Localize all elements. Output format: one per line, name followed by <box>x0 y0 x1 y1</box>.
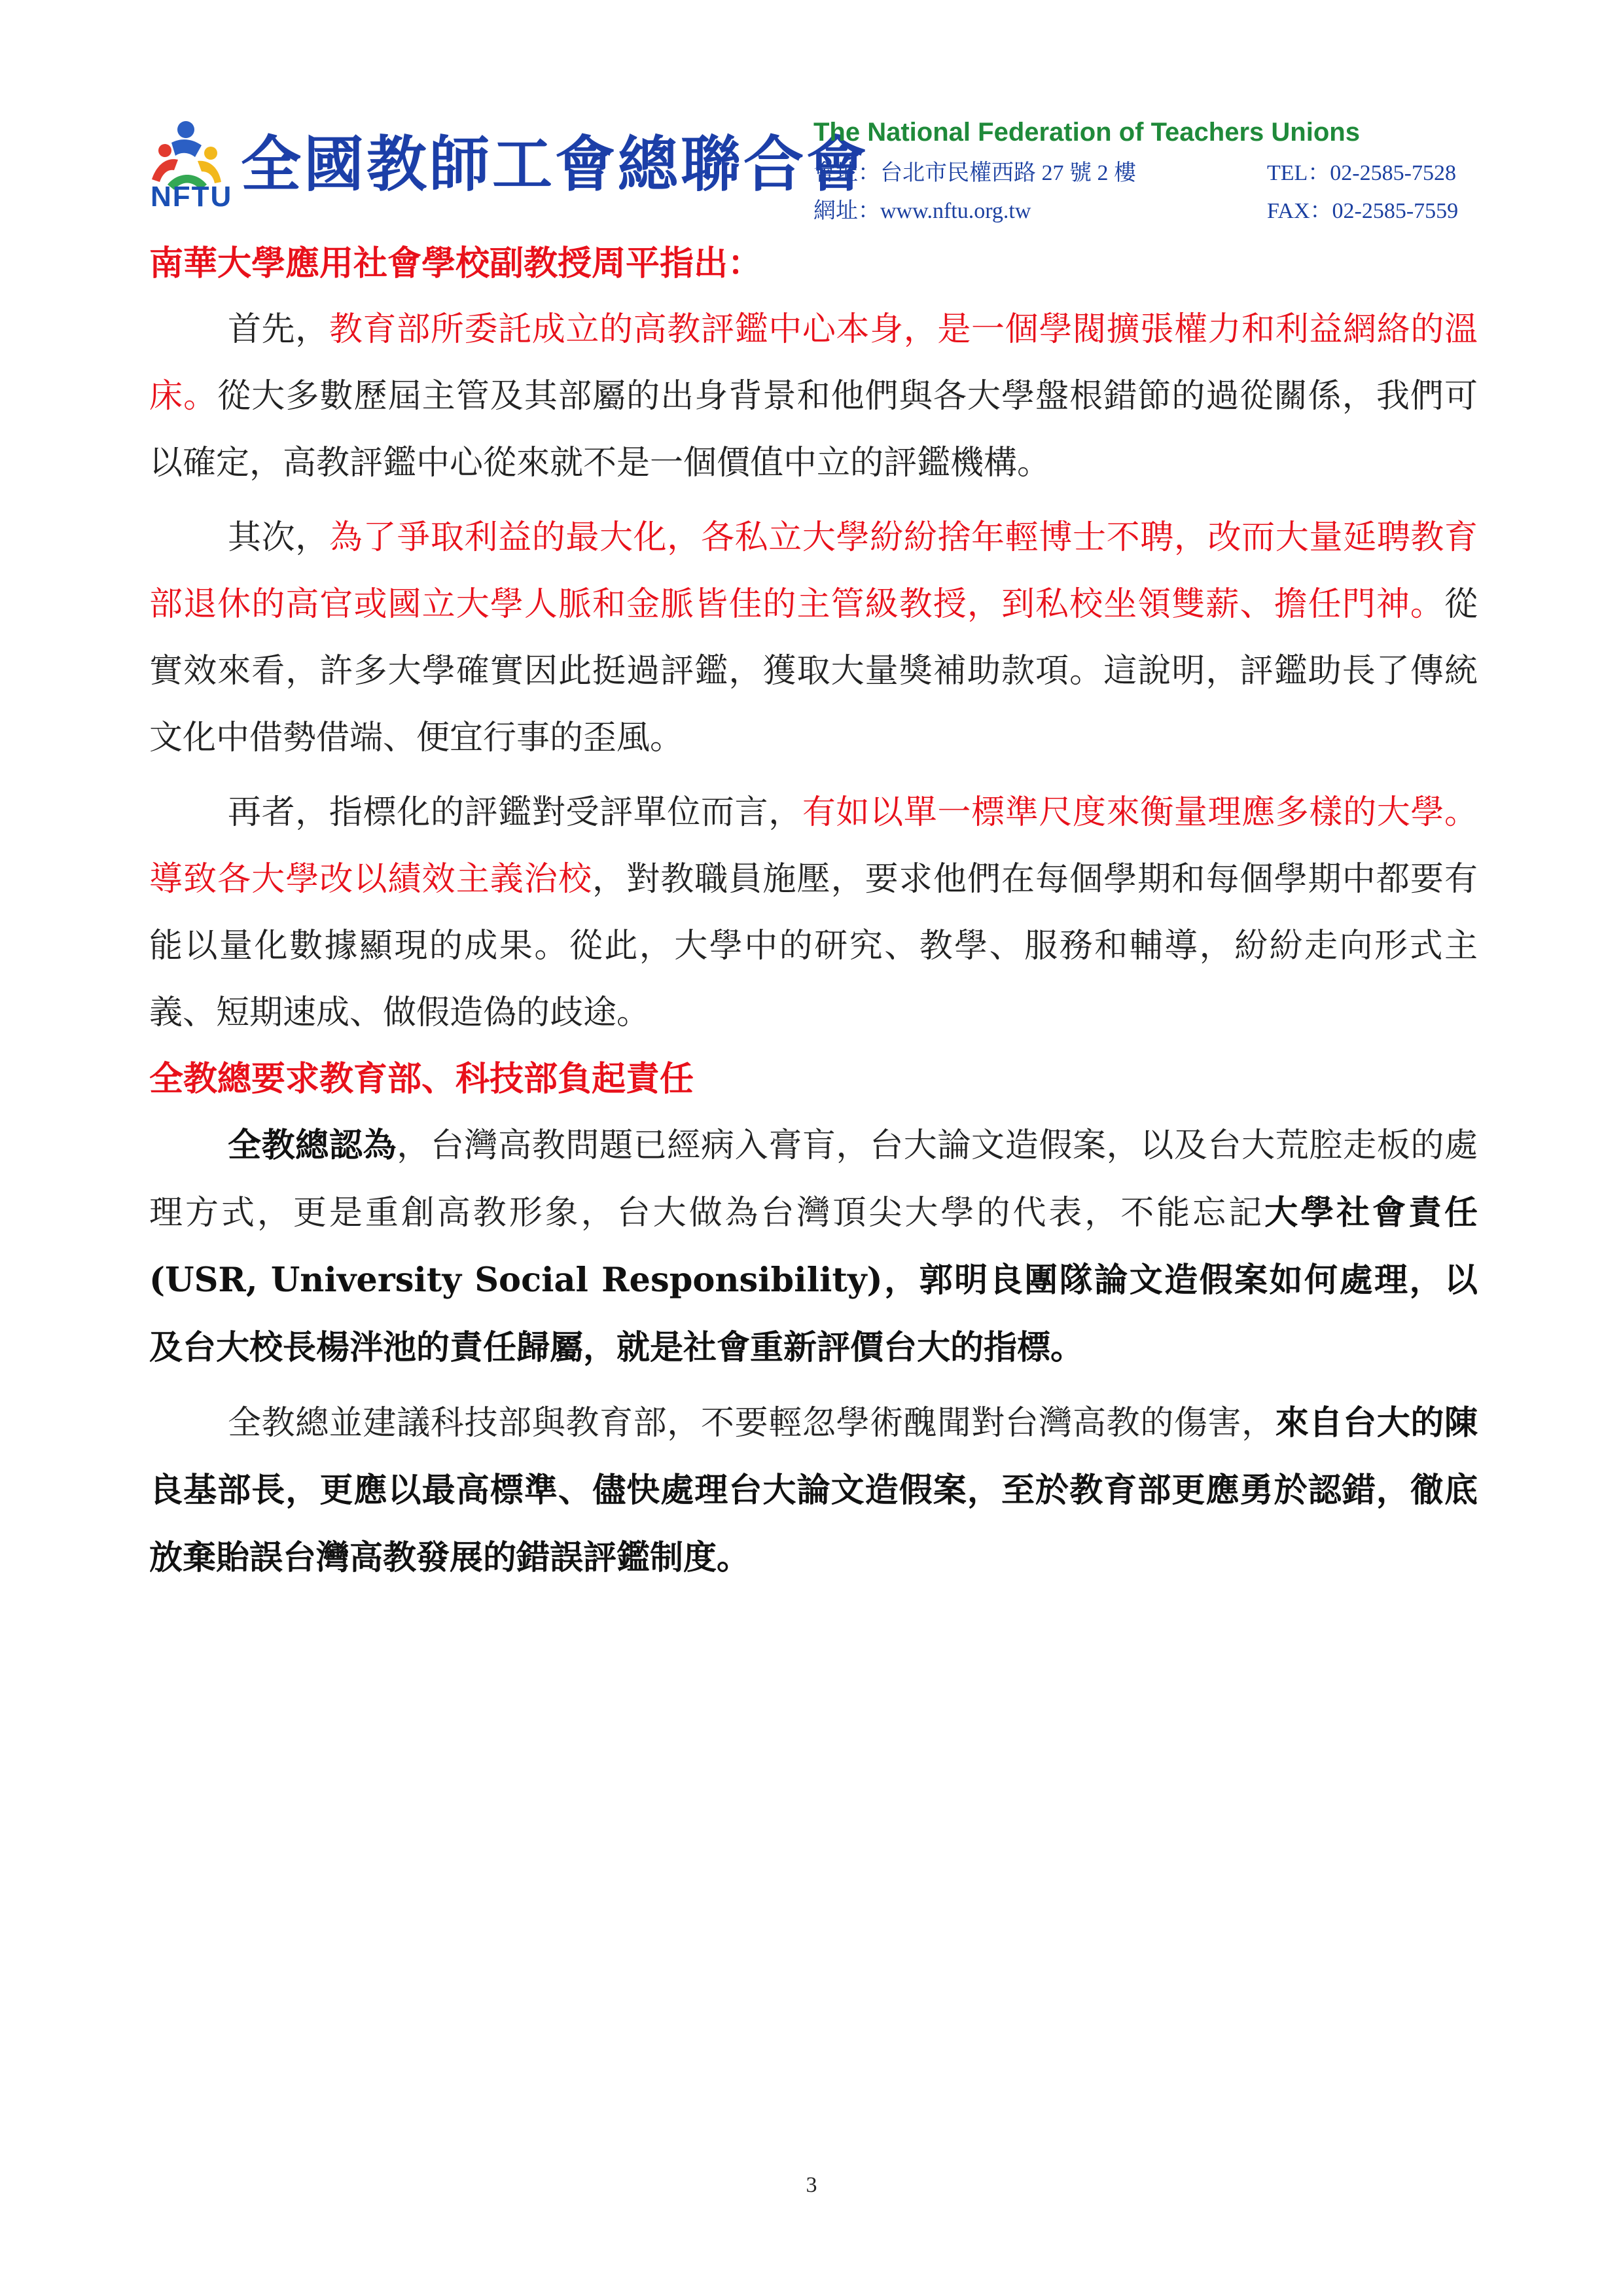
paragraph-5-bold-rest: 來自台大的陳良基部長，更應以最高標準、儘快處理台大論文造假案，至於教育部更應勇於認錯，徹底放棄貽誤台灣高教發展的錯誤評鑑制度。 <box>149 1403 1478 1577</box>
telephone-line: TEL：02-2585-7528 <box>1267 161 1456 185</box>
fax-line: FAX：02-2585-7559 <box>1267 199 1459 223</box>
paragraph-3-lead: 再者，指標化的評鑑對受評單位而言， <box>228 793 802 832</box>
paragraph-5-lead: 全教總並建議科技部與教育部，不要輕忽學術醜聞對台灣高教的傷害， <box>228 1404 1275 1443</box>
page-number: 3 <box>806 2173 817 2197</box>
paragraph-4-middle: ，台灣高教問題已經病入膏肓，台大論文造假案，以及台大荒腔走板的處理方式，更是重創高教形象，台大做為台灣頂尖大學的代表，不能忘記 <box>149 1126 1478 1232</box>
paragraph-3 <box>149 780 1478 1047</box>
organization-name-chinese: 全國教師工會總聯合會 <box>241 129 870 200</box>
paragraph-2-lead: 其次， <box>228 518 329 557</box>
paragraph-2-highlight: 為了爭取利益的最大化，各私立大學紛紛捨年輕博士不聘，改而大量延聘教育部退休的高官或國立大學人脈和金脈皆佳的主管級教授，到私校坐領雙薪、擔任門神。 <box>149 518 1478 624</box>
paragraph-3-highlight: 有如以單一標準尺度來衡量理應多樣的大學。導致各大學改以績效主義治校 <box>149 793 1478 899</box>
organization-name-english: The National Federation of Teachers Unions <box>813 118 1360 147</box>
paragraph-1-highlight: 教育部所委託成立的高教評鑑中心本身，是一個學閥擴張權力和利益網絡的溫床。 <box>149 310 1478 416</box>
paragraph-5 <box>149 1390 1478 1592</box>
logo-abbreviation: NFTU <box>151 181 233 213</box>
paragraph-4-bold-rest: 大學社會責任(USR, University Social Responsibility)，郭明良團隊論文造假案如何處理，以及台大校長楊泮池的責任歸屬，就是社會重新評價台大的指標。 <box>149 1193 1478 1367</box>
article-body <box>149 239 1478 1600</box>
address-line: 會址：台北市民權西路 27 號 2 樓 <box>813 161 1136 185</box>
paragraph-2-rest: 從實效來看，許多大學確實因此挺過評鑑，獲取大量獎補助款項。這說明，評鑑助長了傳統文化中借勢借端、便宜行事的歪風。 <box>149 585 1478 757</box>
paragraph-4 <box>149 1112 1478 1382</box>
paragraph-1 <box>149 296 1478 497</box>
paragraph-3-rest: ，對教職員施壓，要求他們在每個學期和每個學期中都要有能以量化數據顯現的成果。從此，大學中的研究、教學、服務和輔導，紛紛走向形式主義、短期速成、做假造偽的歧途。 <box>149 860 1478 1032</box>
section-heading-2: 全教總要求教育部、科技部負起責任 <box>149 1059 694 1099</box>
section-heading-1: 南華大學應用社會學校副教授周平指出： <box>149 243 762 283</box>
paragraph-2 <box>149 505 1478 772</box>
paragraph-1-lead: 首先， <box>228 310 329 349</box>
paragraph-1-rest: 從大多數歷屆主管及其部屬的出身背景和他們與各大學盤根錯節的過從關係，我們可以確定，高教評鑑中心從來就不是一個價值中立的評鑑機構。 <box>149 377 1478 482</box>
website-line: 網址：www.nftu.org.tw <box>813 199 1031 223</box>
paragraph-4-lead: 全教總認為 <box>228 1126 397 1165</box>
